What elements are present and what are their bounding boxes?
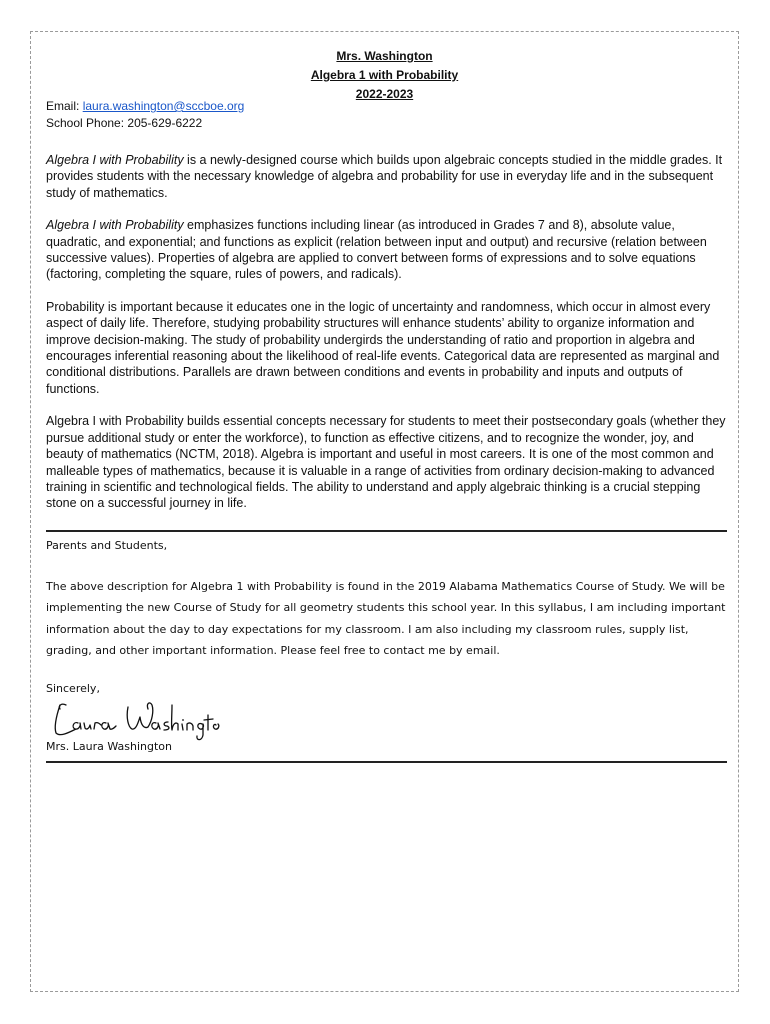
description-paragraph-2 [46, 217, 731, 283]
letter-bottom-divider [46, 761, 727, 763]
description-paragraph-1 [46, 152, 731, 201]
phone-line [46, 115, 244, 132]
email-link[interactable]: laura.washington@sccboe.org [82, 99, 245, 113]
contact-info [46, 98, 244, 132]
description-paragraph-3: Probability is important because it educates one in the logic of uncertainty and randomness, which occur in almost every aspect of daily life. Therefore, studying probability structures will enhance students’ ability to organize information and improve decision-making. The study of probability undergirds the understanding of ratio and proportion in algebra and encourages inferential reasoning about the likelihood of real-life events. Categorical data are represented as marginal and conditional distributions. Parallels are drawn between conditions and events in probability and inputs and outputs of functions. [46, 299, 720, 396]
description-text-1: is a newly-designed course which builds upon algebraic concepts studied in the middle grades. It provides students with the necessary knowledge of algebra and probability for use in everyday life and in the subsequent study of mathematics. [46, 153, 723, 200]
phone-number: 205-629-6222 [127, 116, 203, 130]
section-divider [46, 530, 727, 532]
course-name-emphasis: Algebra I with Probability [46, 218, 184, 233]
signer-name: Mrs. Laura Washington [46, 740, 172, 753]
email-line [46, 98, 244, 115]
email-label: Email: [46, 99, 83, 113]
school-year: 2022-2023 [355, 87, 414, 101]
course-title: Algebra 1 with Probability [310, 68, 459, 82]
phone-label: School Phone: [46, 116, 128, 130]
description-paragraph-4: Algebra I with Probability builds essential concepts necessary for students to meet their postsecondary goals (whether they pursue additional study or enter the workforce), to function as effective citizens, and to recognize the wonder, joy, and beauty of mathematics (NCTM, 2018). Algebra is important and useful in most careers. It is one of the most common and malleable types of mathematics, because it is valuable in a range of activities from ordinary decision-making to advanced training in scientific and technological fields. The ability to understand and apply algebraic thinking is a crucial stepping stone on a successful journey in life. [46, 414, 726, 511]
document-header [31, 47, 738, 104]
description-text-2: emphasizes functions including linear (as introduced in Grades 7 and 8), absolute value, quadratic, and exponential; and functions as explicit (relation between input and output) and recursive (relation between successive values). Properties of algebra are applied to convert between forms of expressions and to solve equations (factoring, completing the square, rules of powers, and radicals). [46, 218, 707, 282]
document-page [30, 31, 739, 992]
salutation: Parents and Students, [46, 539, 168, 552]
closing: Sincerely, [46, 682, 100, 695]
letter-body: The above description for Algebra 1 with Probability is found in the 2019 Alabama Mathematics Course of Study. We will be implementing the new Course of Study for all geometry students this school year. In this syllabus, I am including important information about the day to day expectations for my classroom. I am also including my classroom rules, supply list, grading, and other important information. Please feel free to contact me by email. [46, 580, 726, 657]
teacher-name: Mrs. Washington [336, 49, 433, 63]
course-name-emphasis: Algebra I with Probability [46, 153, 184, 167]
course-description [46, 152, 731, 528]
